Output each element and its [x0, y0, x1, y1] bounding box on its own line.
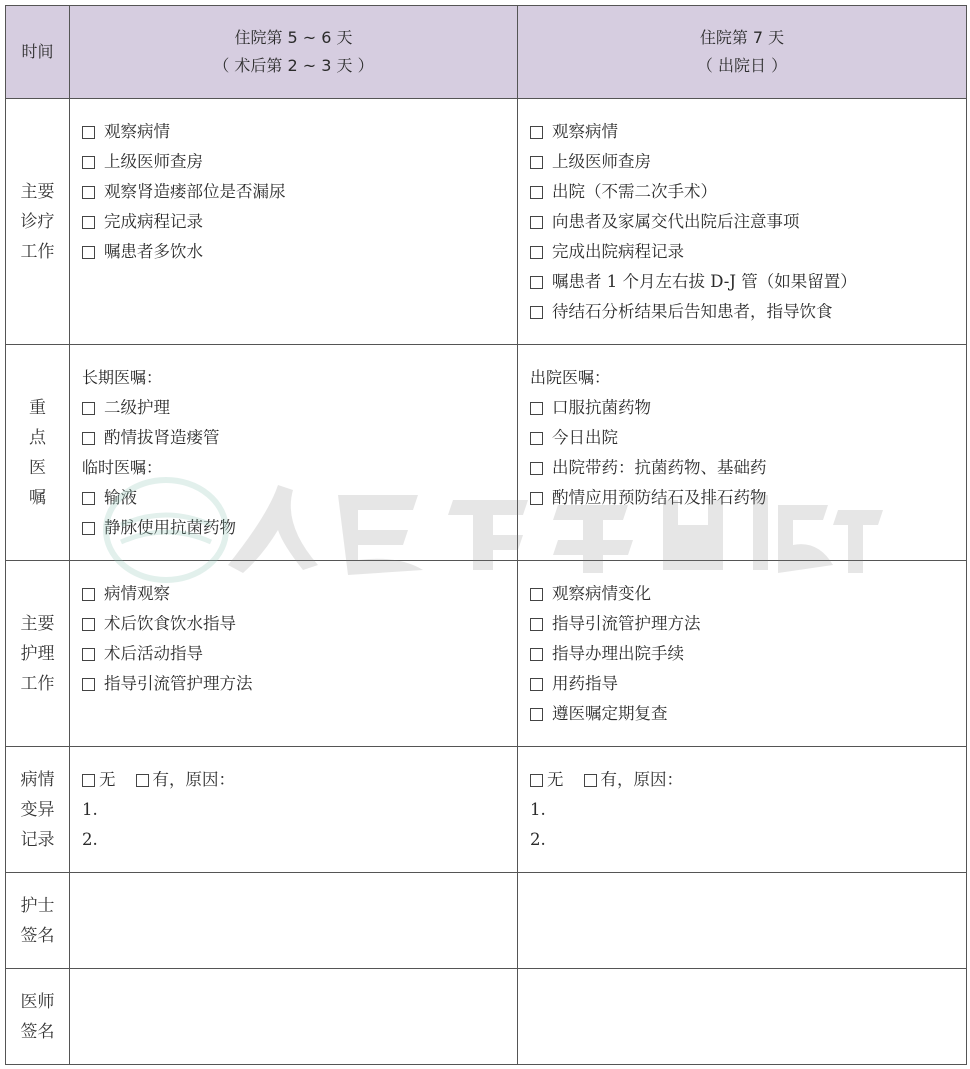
checkbox[interactable]: [530, 432, 543, 445]
checkbox[interactable]: [530, 186, 543, 199]
checklist-item[interactable]: [82, 237, 517, 267]
checkbox[interactable]: [530, 618, 543, 631]
checklist-item[interactable]: [82, 609, 517, 639]
item-label: 嘱患者多饮水: [104, 242, 203, 261]
checklist-item[interactable]: [82, 513, 517, 543]
checklist-item[interactable]: [530, 639, 966, 669]
checklist-item[interactable]: [82, 117, 517, 147]
reason-line-2[interactable]: 2.: [530, 830, 546, 849]
checklist-item[interactable]: [530, 423, 966, 453]
temporary-orders-heading: 临时医嘱：: [82, 458, 163, 477]
no-variance-checkbox[interactable]: [82, 774, 95, 787]
item-label: 观察病情: [552, 122, 618, 141]
variance-label: [6, 747, 70, 873]
label-line: 重: [29, 397, 46, 418]
checkbox[interactable]: [530, 156, 543, 169]
checkbox[interactable]: [530, 246, 543, 259]
diagnosis-row: [6, 99, 967, 345]
checkbox[interactable]: [82, 678, 95, 691]
nursing-label: [6, 561, 70, 747]
checklist-item[interactable]: [530, 393, 966, 423]
label-line: 护士: [20, 895, 55, 916]
item-label: 遵医嘱定期复查: [552, 704, 668, 723]
day5-6-subtitle: （ 术后第 2 ~ 3 天 ）: [213, 56, 374, 75]
nurse-signature-day7[interactable]: [518, 873, 967, 969]
item-label: 术后饮食饮水指导: [104, 614, 236, 633]
nursing-row: [6, 561, 967, 747]
checklist-item[interactable]: [82, 207, 517, 237]
orders-day7-cell: [518, 345, 967, 561]
reason-line-1[interactable]: 1.: [530, 800, 546, 819]
checkbox[interactable]: [530, 708, 543, 721]
item-label: 病情观察: [104, 584, 170, 603]
diagnosis-label: [6, 99, 70, 345]
checkbox[interactable]: [82, 246, 95, 259]
nursing-day7-cell: [518, 561, 967, 747]
day7-title: 住院第 7 天: [699, 28, 785, 47]
no-variance-checkbox[interactable]: [530, 774, 543, 787]
checkbox[interactable]: [82, 126, 95, 139]
item-label: 指导办理出院手续: [552, 644, 684, 663]
item-label: 酌情拔肾造瘘管: [104, 428, 220, 447]
checkbox[interactable]: [82, 588, 95, 601]
nurse-signature-day5-6[interactable]: [70, 873, 518, 969]
checklist-item[interactable]: [530, 267, 966, 297]
reason-line-2[interactable]: 2.: [82, 830, 98, 849]
no-variance-label: 无: [99, 770, 116, 789]
label-line: 变异: [20, 799, 55, 820]
label-line: 工作: [20, 241, 55, 262]
checklist-item[interactable]: [530, 147, 966, 177]
checklist-item[interactable]: [530, 669, 966, 699]
label-line: 签名: [20, 1021, 55, 1042]
item-label: 二级护理: [104, 398, 170, 417]
checklist-item[interactable]: [530, 609, 966, 639]
item-label: 观察肾造瘘部位是否漏尿: [104, 182, 286, 201]
discharge-orders-heading: 出院医嘱：: [530, 368, 611, 387]
checklist-item[interactable]: [530, 699, 966, 729]
diagnosis-day7-cell: [518, 99, 967, 345]
reason-line-1[interactable]: 1.: [82, 800, 98, 819]
checkbox[interactable]: [530, 462, 543, 475]
day7-subtitle: （ 出院日 ）: [696, 56, 788, 75]
checkbox[interactable]: [530, 276, 543, 289]
checkbox[interactable]: [530, 126, 543, 139]
label-line: 医: [29, 457, 46, 478]
checkbox[interactable]: [530, 402, 543, 415]
checklist-item[interactable]: [530, 297, 966, 327]
label-line: 护理: [20, 643, 55, 664]
item-label: 术后活动指导: [104, 644, 203, 663]
item-label: 观察病情: [104, 122, 170, 141]
item-label: 嘱患者 1 个月左右拔 D-J 管（如果留置）: [552, 272, 857, 291]
checklist-item[interactable]: [530, 237, 966, 267]
checkbox[interactable]: [82, 522, 95, 535]
checkbox[interactable]: [82, 648, 95, 661]
item-label: 静脉使用抗菌药物: [104, 518, 236, 537]
checkbox[interactable]: [82, 432, 95, 445]
label-line: 病情: [20, 769, 55, 790]
orders-row: [6, 345, 967, 561]
item-label: 指导引流管护理方法: [104, 674, 253, 693]
has-variance-checkbox[interactable]: [136, 774, 149, 787]
checkbox[interactable]: [82, 402, 95, 415]
variance-row: [6, 747, 967, 873]
checkbox[interactable]: [82, 216, 95, 229]
checklist-item[interactable]: [530, 453, 966, 483]
checkbox[interactable]: [530, 216, 543, 229]
label-line: 嘱: [29, 487, 46, 508]
item-label: 出院（不需二次手术）: [552, 182, 717, 201]
item-label: 上级医师查房: [552, 152, 651, 171]
checkbox[interactable]: [530, 306, 543, 319]
label-line: 工作: [20, 673, 55, 694]
item-label: 出院带药：抗菌药物、基础药: [552, 458, 767, 477]
checklist-item[interactable]: [82, 579, 517, 609]
variance-day5-6-cell: [70, 747, 518, 873]
checklist-item[interactable]: [82, 483, 517, 513]
checklist-item[interactable]: [530, 207, 966, 237]
doctor-signature-day7[interactable]: [518, 969, 967, 1065]
item-label: 向患者及家属交代出院后注意事项: [552, 212, 800, 231]
checkbox[interactable]: [530, 678, 543, 691]
item-label: 口服抗菌药物: [552, 398, 651, 417]
variance-day7-cell: [518, 747, 967, 873]
orders-label: [6, 345, 70, 561]
doctor-signature-row: [6, 969, 967, 1065]
checklist-item[interactable]: [82, 177, 517, 207]
header-row: [6, 6, 967, 99]
checklist-item[interactable]: [82, 393, 517, 423]
item-label: 完成病程记录: [104, 212, 203, 231]
checklist-item[interactable]: [530, 177, 966, 207]
checkbox[interactable]: [530, 648, 543, 661]
checkbox[interactable]: [82, 186, 95, 199]
variance-options: [530, 765, 966, 795]
checklist-item[interactable]: [82, 423, 517, 453]
no-variance-label: 无: [547, 770, 564, 789]
long-term-orders-heading: 长期医嘱：: [82, 368, 163, 387]
checklist-item[interactable]: [82, 639, 517, 669]
clinical-pathway-table: [5, 5, 967, 1065]
checkbox[interactable]: [530, 588, 543, 601]
item-label: 观察病情变化: [552, 584, 651, 603]
day5-6-title: 住院第 5 ~ 6 天: [234, 28, 353, 47]
checkbox[interactable]: [82, 492, 95, 505]
label-line: 签名: [20, 925, 55, 946]
day5-6-header: [70, 6, 518, 99]
day7-header: [518, 6, 967, 99]
nurse-signature-label: [6, 873, 70, 969]
has-variance-label: 有，原因：: [152, 770, 235, 789]
label-line: 点: [29, 427, 46, 448]
nurse-signature-row: [6, 873, 967, 969]
checklist-item[interactable]: [82, 147, 517, 177]
orders-day5-6-cell: [70, 345, 518, 561]
item-label: 今日出院: [552, 428, 618, 447]
has-variance-checkbox[interactable]: [584, 774, 597, 787]
checkbox[interactable]: [82, 618, 95, 631]
item-label: 完成出院病程记录: [552, 242, 684, 261]
variance-options: [82, 765, 517, 795]
item-label: 待结石分析结果后告知患者，指导饮食: [552, 302, 833, 321]
checklist-item[interactable]: [530, 117, 966, 147]
label-line: 医师: [20, 991, 55, 1012]
item-label: 指导引流管护理方法: [552, 614, 701, 633]
item-label: 酌情应用预防结石及排石药物: [552, 488, 767, 507]
time-header: 时间: [6, 6, 70, 99]
doctor-signature-label: [6, 969, 70, 1065]
item-label: 上级医师查房: [104, 152, 203, 171]
checkbox[interactable]: [530, 492, 543, 505]
item-label: 用药指导: [552, 674, 618, 693]
item-label: 输液: [104, 488, 137, 507]
label-line: 诊疗: [20, 211, 55, 232]
label-line: 主要: [20, 181, 55, 202]
doctor-signature-day5-6[interactable]: [70, 969, 518, 1065]
checklist-item[interactable]: [530, 579, 966, 609]
checkbox[interactable]: [82, 156, 95, 169]
label-line: 主要: [20, 613, 55, 634]
label-line: 记录: [20, 829, 55, 850]
diagnosis-day5-6-cell: [70, 99, 518, 345]
checklist-item[interactable]: [82, 669, 517, 699]
nursing-day5-6-cell: [70, 561, 518, 747]
has-variance-label: 有，原因：: [600, 770, 683, 789]
checklist-item[interactable]: [530, 483, 966, 513]
